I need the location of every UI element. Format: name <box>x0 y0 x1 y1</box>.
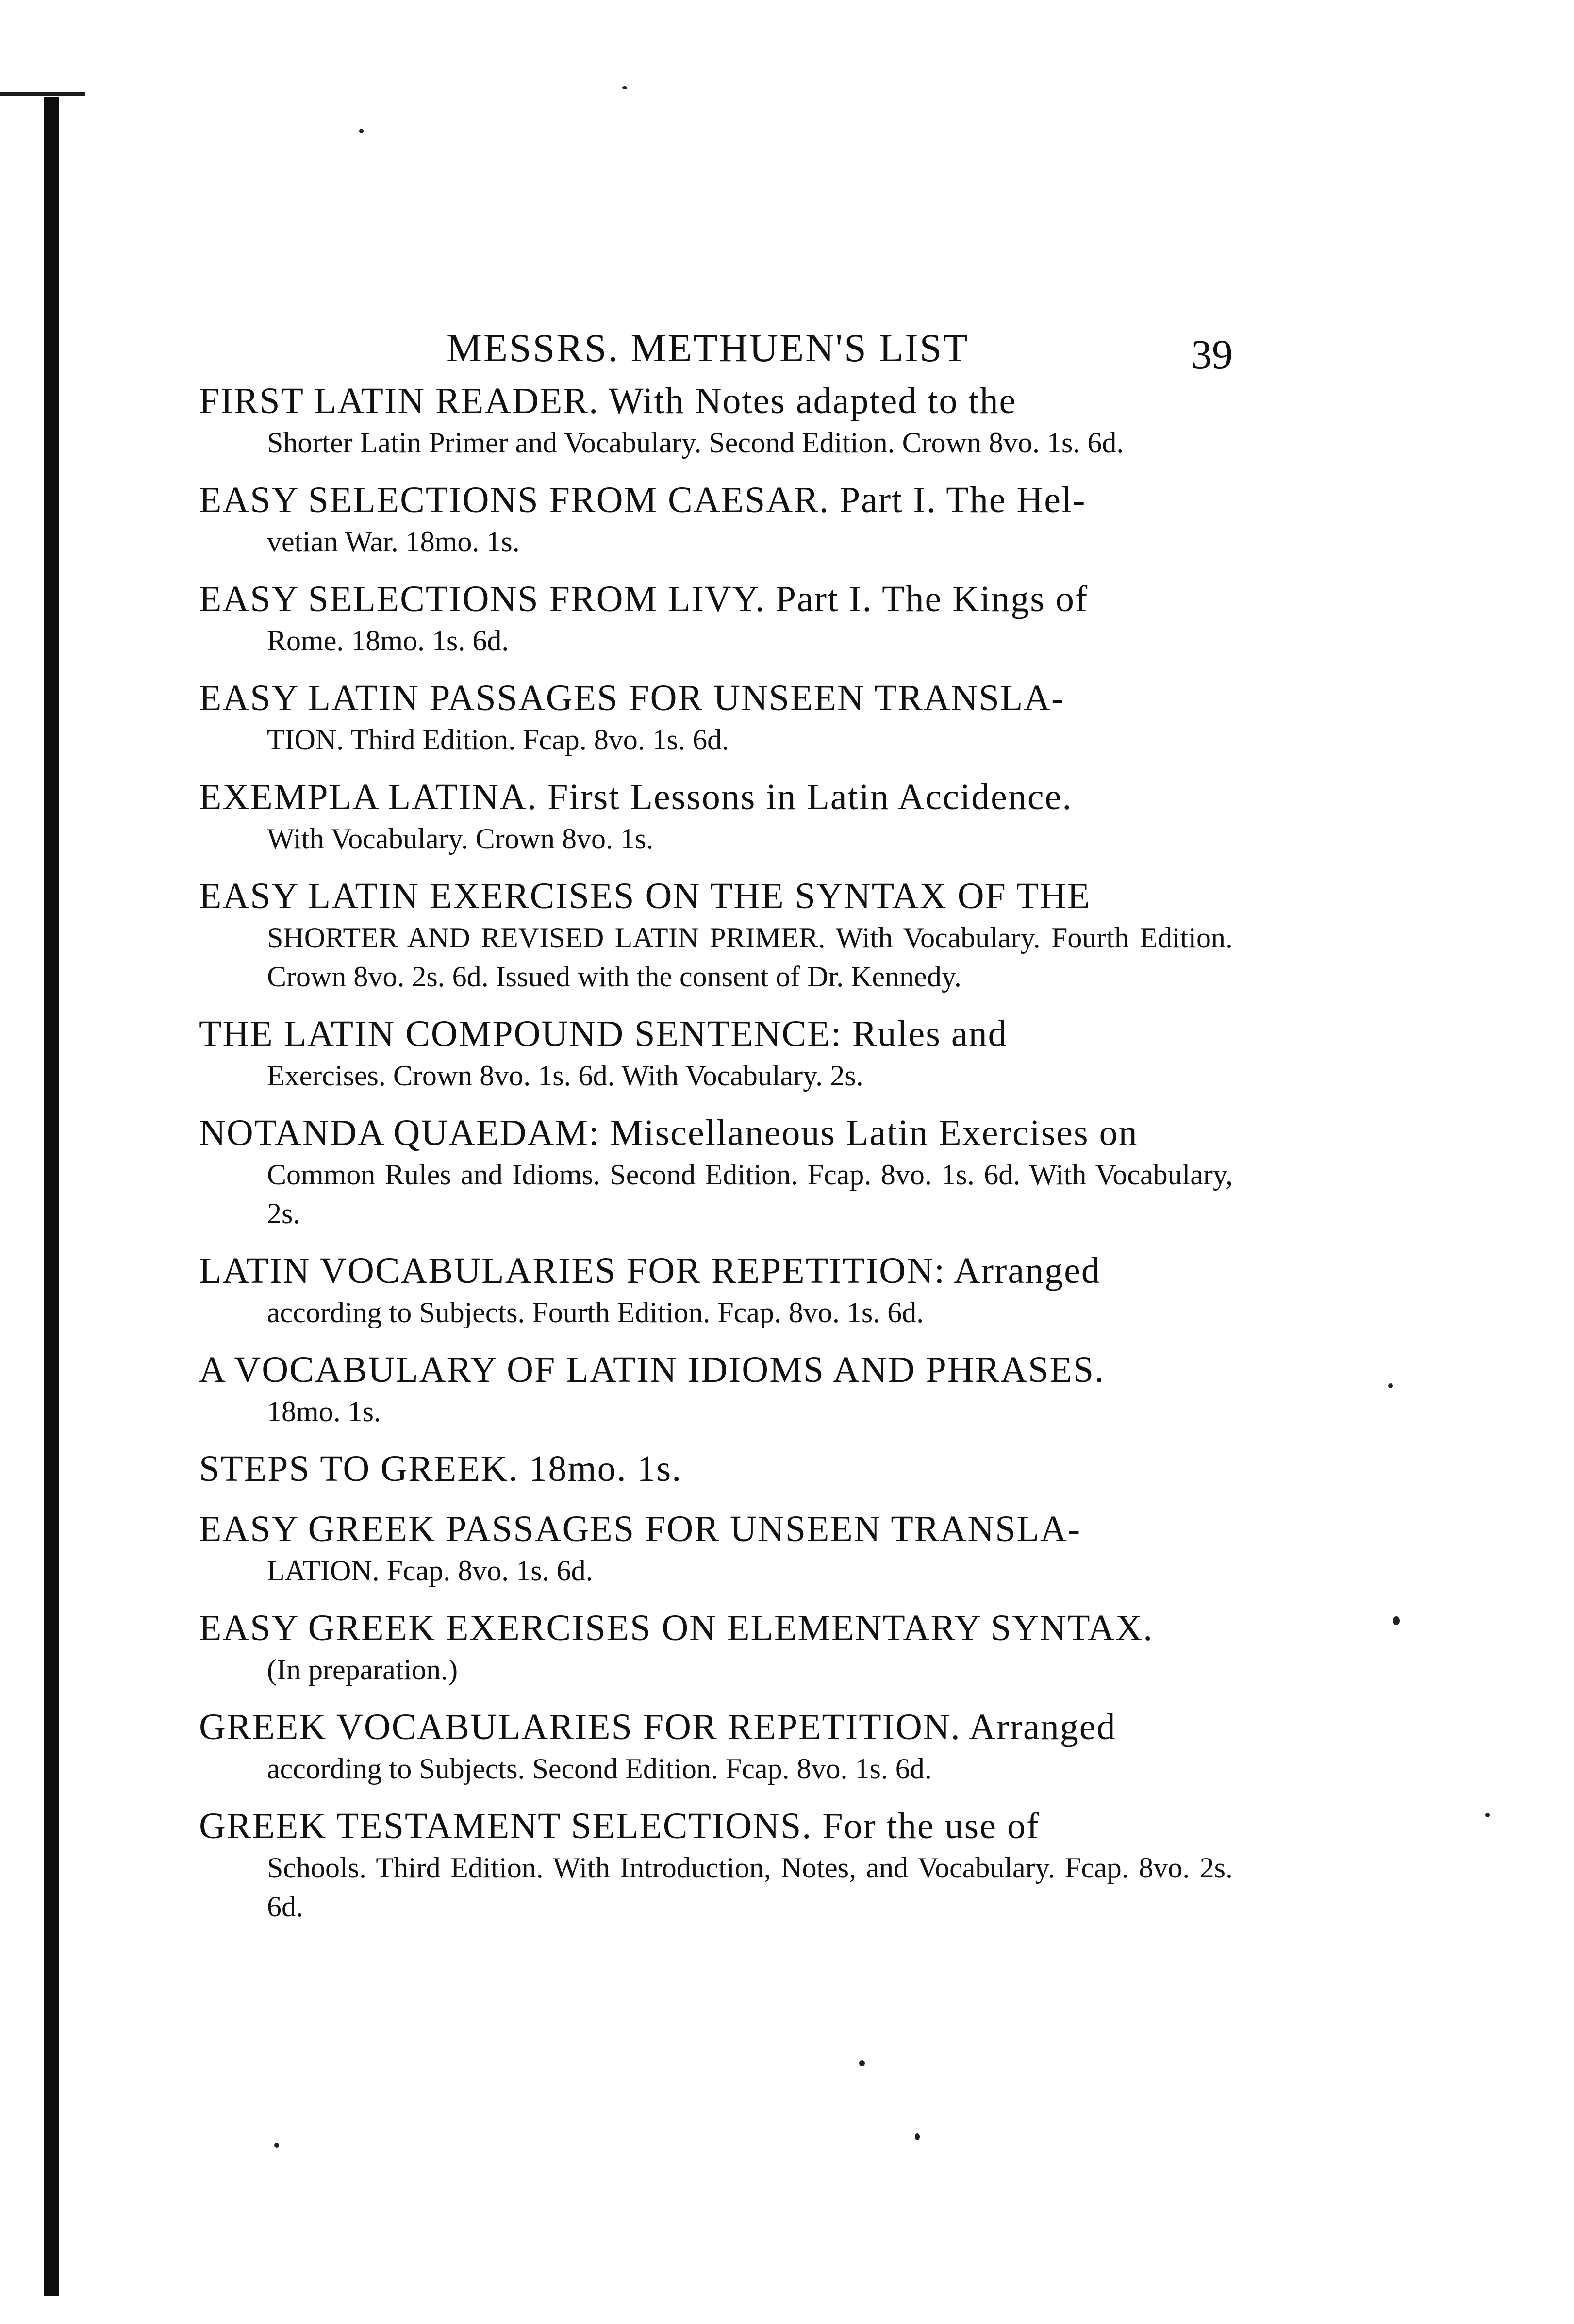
entry-heading: THE LATIN COMPOUND SENTENCE: Rules and <box>199 1013 1008 1054</box>
page-body <box>199 311 1233 1942</box>
list-item <box>199 676 1233 759</box>
entry-heading: EASY GREEK PASSAGES FOR UNSEEN TRANSLA- <box>199 1509 1081 1549</box>
speck <box>1393 1616 1400 1625</box>
list-item <box>199 1507 1233 1590</box>
list-item <box>199 1606 1233 1689</box>
entry-detail: TION. Third Edition. Fcap. 8vo. 1s. 6d. <box>267 724 729 756</box>
binding-edge-cap <box>0 92 85 96</box>
entry-heading: EASY LATIN PASSAGES FOR UNSEEN TRANSLA- <box>199 678 1065 718</box>
list-item <box>199 1248 1233 1332</box>
entry-heading: EASY SELECTIONS FROM CAESAR. Part I. The Hel- <box>199 480 1086 520</box>
speck <box>1388 1383 1393 1388</box>
speck <box>915 2133 920 2140</box>
entry-detail: according to Subjects. Second Edition. Fcap. 8vo. 1s. 6d. <box>267 1753 932 1785</box>
speck <box>359 129 364 133</box>
speck <box>1485 1813 1490 1817</box>
entry-detail: vetian War. 18mo. 1s. <box>267 526 520 558</box>
speck <box>274 2143 279 2148</box>
list-item <box>199 1347 1233 1431</box>
speck <box>622 86 627 89</box>
entry-heading: STEPS TO GREEK. 18mo. 1s. <box>199 1448 682 1489</box>
list-item <box>199 1012 1233 1095</box>
entry-detail: With Vocabulary. Crown 8vo. 1s. <box>267 823 654 855</box>
entry-heading: GREEK VOCABULARIES FOR REPETITION. Arranged <box>199 1707 1116 1747</box>
entry-heading: LATIN VOCABULARIES FOR REPETITION: Arranged <box>199 1250 1101 1291</box>
list-item <box>199 1446 1233 1491</box>
entry-detail: Exercises. Crown 8vo. 1s. 6d. With Vocabulary. 2s. <box>267 1060 863 1092</box>
running-header <box>199 311 1233 379</box>
binding-edge <box>44 97 59 2296</box>
entry-heading: NOTANDA QUAEDAM: Miscellaneous Latin Exercises on <box>199 1112 1138 1153</box>
entry-detail: Common Rules and Idioms. Second Edition. Fcap. 8vo. 1s. 6d. With Vocabulary, 2s. <box>267 1159 1233 1229</box>
entry-detail: Schools. Third Edition. With Introduction, Notes, and Vocabulary. Fcap. 8vo. 2s. 6d. <box>267 1852 1233 1923</box>
entry-detail: according to Subjects. Fourth Edition. Fcap. 8vo. 1s. 6d. <box>267 1296 924 1328</box>
entry-heading: A VOCABULARY OF LATIN IDIOMS AND PHRASES. <box>199 1349 1105 1390</box>
entry-heading: EASY LATIN EXERCISES ON THE SYNTAX OF THE <box>199 876 1091 916</box>
entry-heading: EXEMPLA LATINA. First Lessons in Latin Accidence. <box>199 777 1073 817</box>
speck <box>859 2060 865 2066</box>
list-item <box>199 1804 1233 1926</box>
entry-heading: FIRST LATIN READER. With Notes adapted to the <box>199 381 1017 421</box>
entry-detail: 18mo. 1s. <box>267 1395 381 1428</box>
list-item <box>199 874 1233 996</box>
list-item <box>199 577 1233 660</box>
entry-heading: EASY GREEK EXERCISES ON ELEMENTARY SYNTAX. <box>199 1608 1154 1648</box>
list-item <box>199 478 1233 561</box>
entry-detail: SHORTER AND REVISED LATIN PRIMER. With Vocabulary. Fourth Edition. Crown 8vo. 2s. 6d. Issued with the consent of Dr. Kennedy. <box>267 922 1233 993</box>
entry-heading: GREEK TESTAMENT SELECTIONS. For the use of <box>199 1806 1040 1846</box>
list-item <box>199 379 1233 462</box>
book-list <box>199 379 1233 1926</box>
page-number: 39 <box>1191 331 1233 378</box>
entry-detail: (In preparation.) <box>267 1654 458 1686</box>
running-title: MESSRS. METHUEN'S LIST <box>447 326 969 370</box>
list-item <box>199 1111 1233 1233</box>
entry-detail: Shorter Latin Primer and Vocabulary. Second Edition. Crown 8vo. 1s. 6d. <box>267 427 1124 459</box>
entry-detail: Rome. 18mo. 1s. 6d. <box>267 625 509 657</box>
list-item <box>199 1705 1233 1788</box>
entry-detail: LATION. Fcap. 8vo. 1s. 6d. <box>267 1555 593 1587</box>
entry-heading: EASY SELECTIONS FROM LIVY. Part I. The Kings of <box>199 579 1089 619</box>
list-item <box>199 775 1233 858</box>
